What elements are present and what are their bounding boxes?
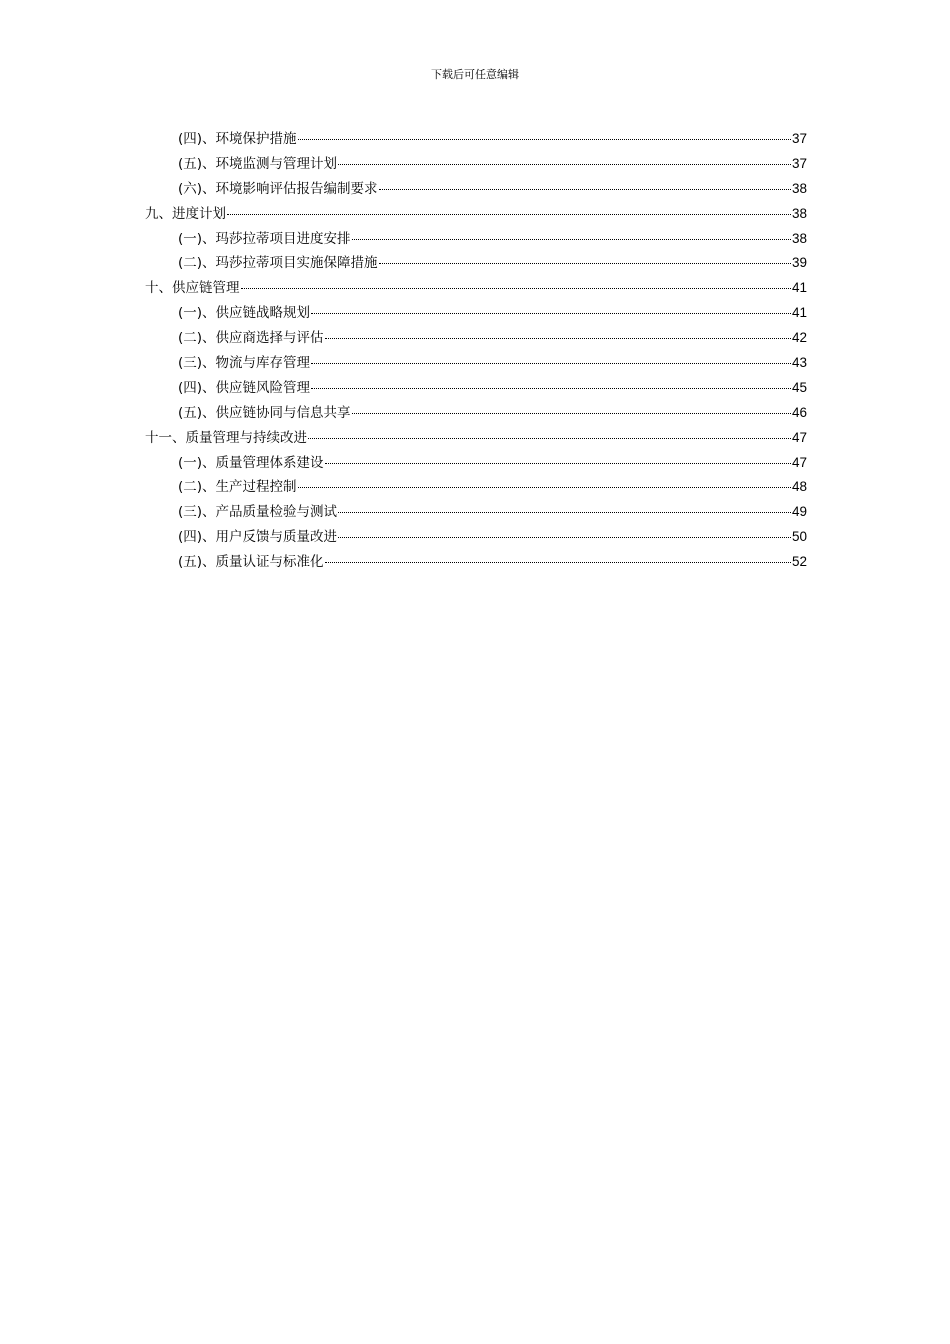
toc-dot-leader — [352, 238, 791, 240]
toc-entry-page: 37 — [791, 131, 807, 146]
toc-entry[interactable] — [145, 202, 807, 227]
toc-dot-leader — [338, 511, 791, 513]
toc-entry-page: 50 — [791, 529, 807, 545]
toc-dot-leader — [298, 138, 791, 140]
toc-entry-title: (一)、供应链战略规划 — [178, 305, 311, 322]
toc-entry[interactable] — [145, 351, 807, 376]
toc-dot-leader — [241, 287, 791, 289]
toc-entry-page: 47 — [791, 454, 807, 470]
toc-entry[interactable] — [145, 525, 807, 550]
toc-entry[interactable] — [145, 426, 807, 451]
page-header: 下载后可任意编辑 — [431, 68, 519, 81]
toc-entry-title: 九、进度计划 — [145, 205, 226, 222]
table-of-contents — [145, 127, 807, 575]
toc-entry-page: 43 — [791, 355, 807, 371]
toc-entry-title: (四)、用户反馈与质量改进 — [178, 529, 338, 546]
toc-entry[interactable] — [145, 177, 807, 202]
toc-entry[interactable] — [145, 500, 807, 525]
toc-entry-page: 38 — [791, 230, 807, 246]
toc-dot-leader — [311, 387, 791, 389]
toc-dot-leader — [379, 262, 791, 264]
toc-dot-leader — [227, 213, 791, 215]
toc-dot-leader — [338, 163, 791, 165]
toc-entry[interactable] — [145, 326, 807, 351]
toc-entry[interactable] — [145, 127, 807, 152]
toc-entry-title: 十、供应链管理 — [145, 280, 240, 297]
toc-entry-page: 48 — [791, 479, 807, 495]
toc-entry-title: (五)、供应链协同与信息共享 — [178, 404, 351, 421]
toc-entry-page: 37 — [791, 155, 807, 171]
toc-entry-page: 41 — [791, 305, 807, 321]
toc-entry-page: 47 — [791, 429, 807, 445]
toc-dot-leader — [352, 412, 791, 414]
toc-entry-title: (三)、产品质量检验与测试 — [178, 504, 338, 521]
toc-entry-title: 十一、质量管理与持续改进 — [145, 429, 307, 446]
toc-entry-title: (五)、质量认证与标准化 — [178, 554, 324, 571]
toc-entry-title: (一)、质量管理体系建设 — [178, 454, 324, 471]
toc-entry-title: (四)、环境保护措施 — [178, 131, 297, 147]
toc-entry[interactable] — [145, 550, 807, 575]
toc-dot-leader — [311, 312, 791, 314]
toc-entry[interactable] — [145, 475, 807, 500]
toc-entry-title: (四)、供应链风险管理 — [178, 379, 311, 396]
toc-entry-title: (三)、物流与库存管理 — [178, 355, 311, 372]
toc-dot-leader — [325, 337, 791, 339]
toc-entry[interactable] — [145, 301, 807, 326]
toc-entry-title: (二)、玛莎拉蒂项目实施保障措施 — [178, 255, 378, 272]
toc-entry-title: (二)、供应商选择与评估 — [178, 330, 324, 347]
toc-entry-title: (二)、生产过程控制 — [178, 479, 297, 496]
toc-entry-page: 41 — [791, 280, 807, 296]
toc-entry-title: (六)、环境影响评估报告编制要求 — [178, 180, 378, 197]
toc-entry-title: (五)、环境监测与管理计划 — [178, 155, 338, 172]
toc-entry[interactable] — [145, 401, 807, 426]
toc-entry[interactable] — [145, 276, 807, 301]
toc-entry-page: 52 — [791, 554, 807, 570]
toc-entry-page: 46 — [791, 404, 807, 420]
toc-entry[interactable] — [145, 451, 807, 476]
toc-entry[interactable] — [145, 376, 807, 401]
toc-entry-page: 49 — [791, 504, 807, 520]
toc-dot-leader — [379, 188, 791, 190]
toc-entry-page: 38 — [791, 180, 807, 196]
toc-dot-leader — [338, 536, 791, 538]
toc-entry-title: (一)、玛莎拉蒂项目进度安排 — [178, 230, 351, 247]
toc-entry-page: 45 — [791, 379, 807, 395]
toc-dot-leader — [325, 561, 791, 563]
toc-dot-leader — [298, 486, 791, 488]
toc-entry[interactable] — [145, 152, 807, 177]
toc-dot-leader — [311, 362, 791, 364]
toc-entry[interactable] — [145, 227, 807, 252]
toc-entry-page: 42 — [791, 330, 807, 346]
toc-entry-page: 39 — [791, 255, 807, 271]
toc-dot-leader — [308, 437, 791, 439]
toc-dot-leader — [325, 462, 791, 464]
toc-entry[interactable] — [145, 251, 807, 276]
toc-entry-page: 38 — [791, 205, 807, 221]
